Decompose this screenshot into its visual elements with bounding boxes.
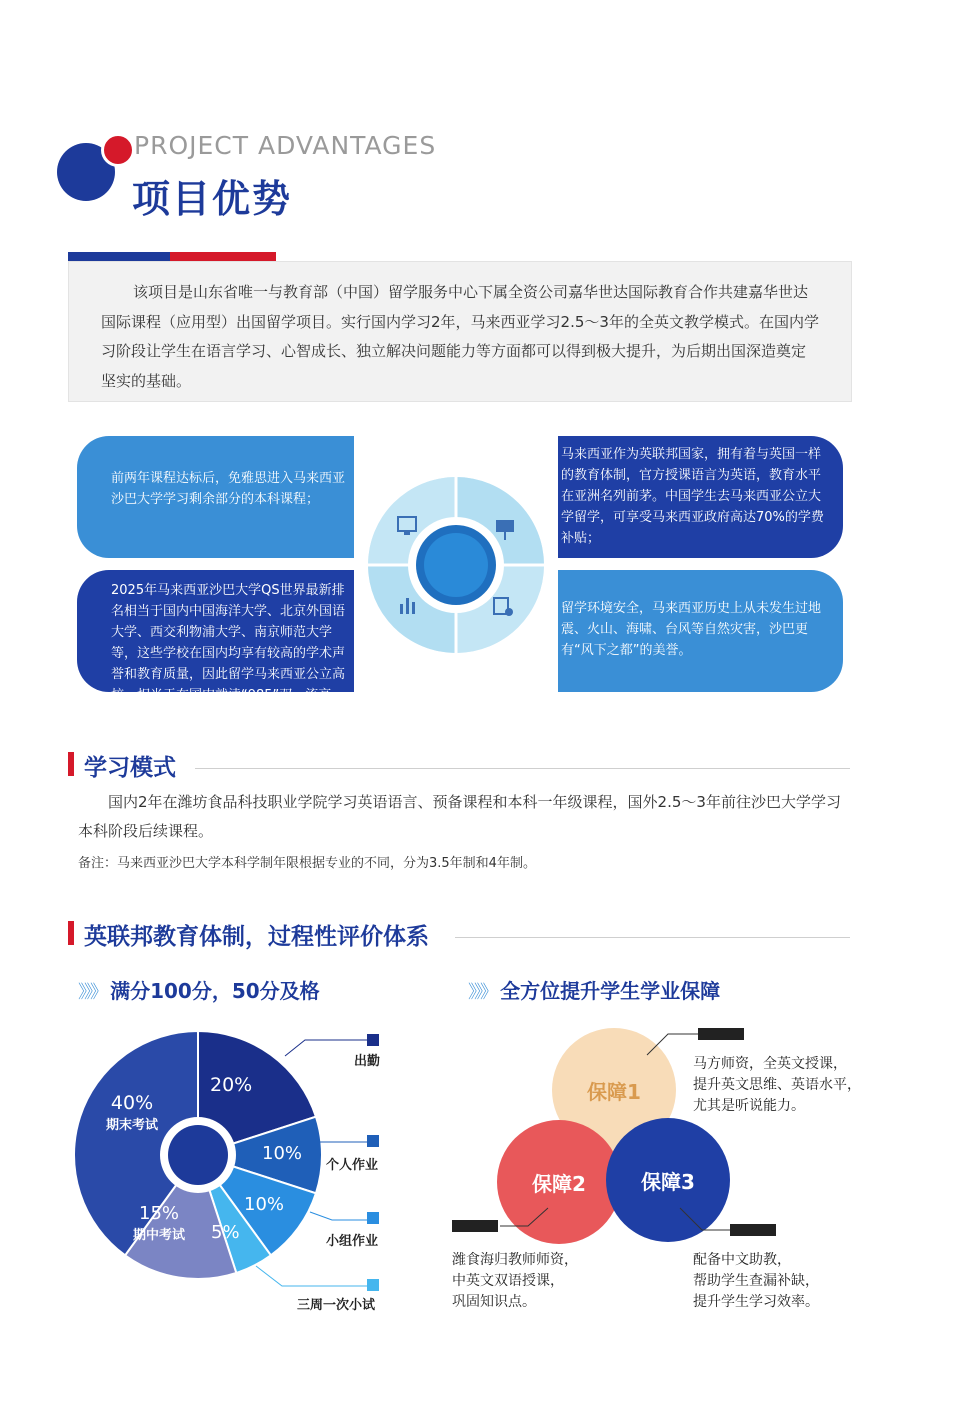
intro-bar-red	[170, 252, 276, 261]
pie-leader-line	[310, 1212, 375, 1220]
guarantee-desc-line: 配备中文助教，	[693, 1252, 791, 1268]
legend-swatch	[367, 1212, 379, 1224]
divider	[455, 937, 850, 938]
guarantee-desc-line: 马方师资，全英文授课，	[693, 1056, 847, 1072]
guarantee-circle-2: 保障2	[497, 1120, 621, 1244]
pie-center	[168, 1125, 228, 1185]
guarantee-desc-line: 提升英文思维、英语水平，	[693, 1077, 861, 1093]
pie-category-label: 期末考试	[106, 1118, 159, 1133]
pie-value-label: 5%	[211, 1222, 240, 1243]
legend-swatch	[367, 1135, 379, 1147]
guarantee-desc-line: 提升学生学习效率。	[693, 1294, 819, 1310]
guarantee-tag	[452, 1220, 498, 1232]
advantage-number: 01	[373, 444, 407, 474]
guarantee-desc-2	[452, 1250, 578, 1313]
guarantee-desc-3	[693, 1250, 819, 1313]
left-subheading	[78, 975, 320, 1004]
legend-label: 出勤	[354, 1054, 381, 1069]
intro-text: 该项目是山东省唯一与教育部（中国）留学服务中心下属全资公司嘉华世达国际教育合作共建嘉华世达国际课程（应用型）出国留学项目。实行国内学习2年，马来西亚学习2.5～3年的全英文教学模式。在国内学习阶段让学生在语言学习、心智成长、独立解决问题能力等方面都可以得到极大提升，为后期出国深造奠定坚实的基础。	[68, 261, 852, 402]
guarantee-desc-line: 帮助学生查漏补缺，	[693, 1273, 819, 1289]
advantage-number: 02	[498, 444, 532, 474]
advantage-text: 马来西亚作为英联邦国家，拥有着与英国一样的教育体制，官方授课语言为英语，教育水平在亚洲名列前茅。中国学生去马来西亚公立大学留学，可享受马来西亚政府高达70%的学费补贴；	[561, 447, 824, 546]
guarantee-desc-line: 尤其是听说能力。	[693, 1098, 805, 1114]
legend-swatch	[367, 1279, 379, 1291]
left-subheading-label: 满分100分，50分及格	[110, 979, 320, 1003]
intro-bar-blue	[68, 252, 170, 261]
section-marker	[68, 752, 74, 776]
legend-swatch	[367, 1034, 379, 1046]
advantage-text: 2025年马来西亚沙巴大学QS世界最新排名相当于国内中国海洋大学、北京外国语大学、西交利物浦大学、南京师范大学等，这些学校在国内均享有较高的学术声誉和教育质量，因此留学马来西亚公立高校，相当于在国内就读“985”双一流高校；	[111, 583, 346, 724]
divider	[195, 768, 850, 769]
guarantee-tag	[730, 1224, 776, 1236]
pie-value-label: 15%	[139, 1203, 180, 1224]
advantage-number: 03	[370, 650, 404, 680]
pie-midterm-label	[133, 1203, 185, 1243]
right-subheading-label: 全方位提升学生学业保障	[500, 979, 721, 1003]
header-dot-red	[101, 133, 135, 167]
guarantee-circle-1: 保障1	[552, 1028, 676, 1152]
advantage-number: 04	[498, 650, 532, 680]
page-title: 项目优势	[132, 177, 293, 221]
chevrons-icon: 》》》	[468, 982, 495, 1003]
advantage-text: 留学环境安全，马来西亚历史上从未发生过地震、火山、海啸、台风等自然灾害，沙巴更有“风下之都”的美誉。	[561, 601, 822, 658]
guarantee-desc-line: 巩固知识点。	[452, 1294, 536, 1310]
pie-category-label: 期中考试	[133, 1228, 186, 1243]
study-mode-body: 国内2年在潍坊食品科技职业学院学习英语语言、预备课程和本科一年级课程，国外2.5～3年前往沙巴大学学习本科阶段后续课程。	[78, 793, 841, 840]
legend-label: 小组作业	[326, 1234, 379, 1249]
guarantee-desc-1	[693, 1054, 861, 1117]
section-eyebrow: PROJECT ADVANTAGES	[134, 131, 437, 160]
study-mode-title: 学习模式	[84, 755, 176, 781]
guarantee-desc-line: 潍食海归教师师资，	[452, 1252, 578, 1268]
legend-label: 三周一次小试	[297, 1298, 376, 1313]
guarantee-tag	[698, 1028, 744, 1040]
chevrons-icon: 》》》	[78, 982, 105, 1003]
guarantee-circle-3: 保障3	[606, 1118, 730, 1242]
section-marker	[68, 921, 74, 945]
pie-value-label: 10%	[262, 1143, 303, 1164]
pie-final-label	[106, 1092, 158, 1133]
evaluation-title: 英联邦教育体制，过程性评价体系	[84, 924, 429, 950]
pie-value-label: 40%	[110, 1092, 154, 1114]
pie-value-label: 20%	[210, 1074, 253, 1096]
legend-label: 个人作业	[326, 1158, 379, 1173]
study-mode-note: 备注：马来西亚沙巴大学本科学制年限根据专业的不同，分为3.5年制和4年制。	[78, 856, 536, 871]
guarantee-desc-line: 中英文双语授课，	[452, 1273, 564, 1289]
advantage-text: 前两年课程达标后，免雅思进入马来西亚沙巴大学学习剩余部分的本科课程；	[111, 471, 346, 507]
pie-leader-line	[256, 1266, 375, 1286]
pie-value-label: 10%	[244, 1194, 285, 1215]
right-subheading	[468, 975, 720, 1004]
